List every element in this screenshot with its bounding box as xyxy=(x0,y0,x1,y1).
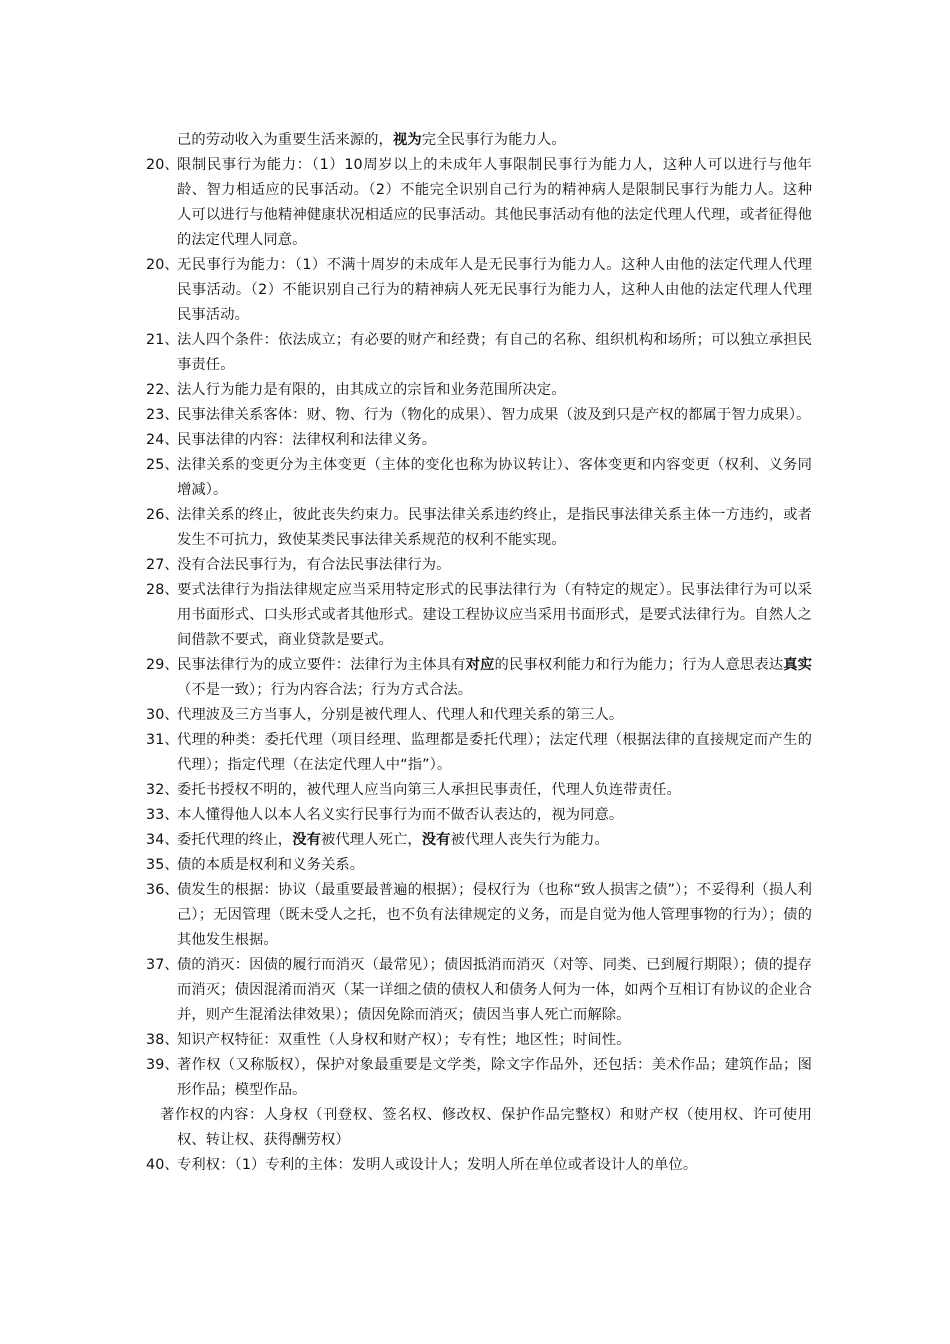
item-number: 23、 xyxy=(146,407,179,423)
item-text: 法律关系的变更分为主体变更（主体的变化也称为协议转让）、客体变更和内容变更（权利、义务同增减）。 xyxy=(177,457,812,498)
item-number: 25、 xyxy=(146,457,179,473)
list-item-20b xyxy=(146,253,812,328)
item-number: 37、 xyxy=(146,957,179,973)
item-number: 34、 xyxy=(146,832,179,848)
item-number: 33、 xyxy=(146,807,179,823)
bold-text: 对应 xyxy=(465,657,495,673)
item-text: 委托书授权不明的，被代理人应当向第三人承担民事责任，代理人负连带责任。 xyxy=(177,782,681,798)
item-text: 要式法律行为指法律规定应当采用特定形式的民事法律行为（有特定的规定）。民事法律行为可以采用书面形式、口头形式或者其他形式。建设工程协议应当采用书面形式，是要式法律行为。自然人之间借款不要式，商业贷款是要式。 xyxy=(177,582,812,648)
item-text: （不是一致）；行为内容合法；行为方式合法。 xyxy=(177,682,473,698)
list-item-24 xyxy=(146,428,812,453)
list-item-27 xyxy=(146,553,812,578)
item-text: 专利权：（1）专利的主体：发明人或设计人；发明人所在单位或者设计人的单位。 xyxy=(177,1157,698,1173)
item-text: 无民事行为能力：（1）不满十周岁的未成年人是无民事行为能力人。这种人由他的法定代理人代理民事活动。（2）不能识别自己行为的精神病人死无民事行为能力人，这种人由他的法定代理人代理民事活动。 xyxy=(177,257,812,323)
item-number: 28、 xyxy=(146,582,179,598)
bold-text: 没有 xyxy=(421,832,451,848)
document-body xyxy=(146,128,812,1178)
item-text: 的民事权利能力和行为能力；行为人意思表达 xyxy=(494,657,784,673)
item-number: 21、 xyxy=(146,332,179,348)
item-text: 法人四个条件：依法成立；有必要的财产和经费；有自己的名称、组织机构和场所；可以独立承担民事责任。 xyxy=(177,332,812,373)
list-item-23 xyxy=(146,403,812,428)
list-item-40 xyxy=(146,1153,812,1178)
list-item-31 xyxy=(146,728,812,778)
sub-paragraph-text: 著作权的内容：人身权（刊登权、签名权、修改权、保护作品完整权）和财产权（使用权、许可使用权、转让权、获得酬劳权） xyxy=(160,1107,812,1148)
item-text: 委托代理的终止， xyxy=(177,832,293,848)
item-text: 被代理人死亡， xyxy=(320,832,422,848)
item-number: 27、 xyxy=(146,557,179,573)
list-item-36 xyxy=(146,878,812,953)
list-item-35 xyxy=(146,853,812,878)
item-text: 知识产权特征：双重性（人身权和财产权）；专有性；地区性；时间性。 xyxy=(177,1032,631,1048)
item-text: 法律关系的终止，彼此丧失约束力。民事法律关系违约终止，是指民事法律关系主体一方违约，或者发生不可抗力，致使某类民事法律关系规范的权利不能实现。 xyxy=(177,507,812,548)
continuation-paragraph xyxy=(146,128,812,153)
bold-text: 没有 xyxy=(292,832,321,848)
list-item-32 xyxy=(146,778,812,803)
list-item-37 xyxy=(146,953,812,1028)
item-number: 31、 xyxy=(146,732,179,748)
item-text: 著作权（又称版权），保护对象最重要是文学类，除文字作品外，还包括：美术作品；建筑作品；图形作品；模型作品。 xyxy=(177,1057,812,1098)
item-number: 20、 xyxy=(146,257,179,273)
item-text: 代理的种类：委托代理（项目经理、监理都是委托代理）；法定代理（根据法律的直接规定而产生的代理）；指定代理（在法定代理人中“指”）。 xyxy=(177,732,812,773)
item-text: 本人懂得他人以本人名义实行民事行为而不做否认表达的，视为同意。 xyxy=(177,807,624,823)
list-item-30 xyxy=(146,703,812,728)
item-text: 法人行为能力是有限的，由其成立的宗旨和业务范围所决定。 xyxy=(177,382,566,398)
item-text: 债的本质是权利和义务关系。 xyxy=(177,857,365,873)
bold-text: 视为 xyxy=(392,132,422,148)
list-item-26 xyxy=(146,503,812,553)
list-item-33 xyxy=(146,803,812,828)
item-number: 30、 xyxy=(146,707,179,723)
item-number: 29、 xyxy=(146,657,179,673)
item-number: 24、 xyxy=(146,432,179,448)
list-item-39 xyxy=(146,1053,812,1103)
list-item-28 xyxy=(146,578,812,653)
item-number: 35、 xyxy=(146,857,179,873)
item-text: 代理波及三方当事人，分别是被代理人、代理人和代理关系的第三人。 xyxy=(177,707,624,723)
continuation-text-end: 完全民事行为能力人。 xyxy=(421,132,566,148)
item-number: 40、 xyxy=(146,1157,179,1173)
item-number: 26、 xyxy=(146,507,179,523)
item-number: 20、 xyxy=(146,157,179,173)
list-item-34 xyxy=(146,828,812,853)
list-item-21 xyxy=(146,328,812,378)
list-item-22 xyxy=(146,378,812,403)
item-text: 民事法律行为的成立要件：法律行为主体具有 xyxy=(177,657,466,673)
item-text: 没有合法民事行为，有合法民事法律行为。 xyxy=(177,557,451,573)
bold-text: 真实 xyxy=(783,657,813,673)
item-text: 债发生的根据：协议（最重要最普遍的根据）；侵权行为（也称“致人损害之债”）；不妥得利（损人利己）；无因管理（既未受人之托，也不负有法律规定的义务，而是自觉为他人管理事物的行为）；债的其他发生根据。 xyxy=(177,882,812,948)
list-item-38 xyxy=(146,1028,812,1053)
item-number: 36、 xyxy=(146,882,179,898)
item-text: 民事法律的内容：法律权利和法律义务。 xyxy=(177,432,437,448)
item-number: 38、 xyxy=(146,1032,179,1048)
item-text: 限制民事行为能力：（1）10周岁以上的未成年人事限制民事行为能力人，这种人可以进行与他年龄、智力相适应的民事活动。（2）不能完全识别自己行为的精神病人是限制民事行为能力人。这种人可以进行与他精神健康状况相适应的民事活动。其他民事活动有他的法定代理人代理，或者征得他的法定代理人同意。 xyxy=(177,157,812,248)
list-item-25 xyxy=(146,453,812,503)
list-item-29 xyxy=(146,653,812,703)
item-text: 民事法律关系客体：财、物、行为（物化的成果）、智力成果（波及到只是产权的都属于智力成果）。 xyxy=(177,407,811,423)
continuation-text: 己的劳动收入为重要生活来源的， xyxy=(177,132,393,148)
sub-paragraph-copyright-content xyxy=(146,1103,812,1153)
item-text: 被代理人丧失行为能力。 xyxy=(450,832,609,848)
item-text: 债的消灭：因债的履行而消灭（最常见）；债因抵消而消灭（对等、同类、已到履行期限）；债的提存而消灭；债因混淆而消灭（某一详细之债的债权人和债务人何为一体，如两个互相订有协议的企业合并，则产生混淆法律效果）；债因免除而消灭；债因当事人死亡而解除。 xyxy=(177,957,812,1023)
item-number: 39、 xyxy=(146,1057,179,1073)
item-number: 32、 xyxy=(146,782,179,798)
list-item-20a xyxy=(146,153,812,253)
item-number: 22、 xyxy=(146,382,179,398)
